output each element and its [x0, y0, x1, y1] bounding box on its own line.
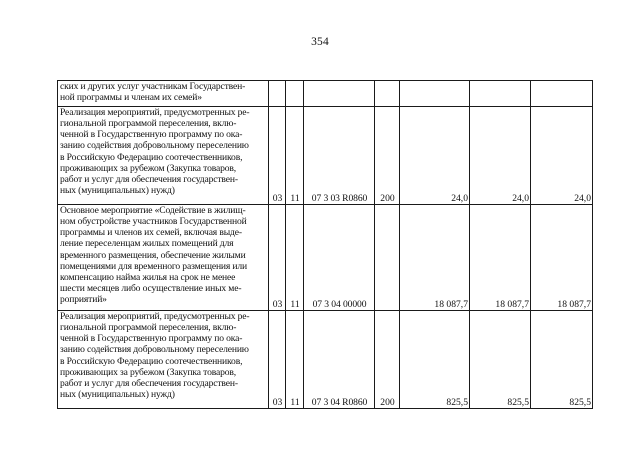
amount-year2-cell: 825,5 [470, 311, 531, 409]
expense-type-cell [375, 81, 400, 107]
table-row [58, 205, 593, 311]
target-article-cell [304, 81, 375, 107]
amount-year3-cell [531, 81, 593, 107]
table-row [58, 107, 593, 205]
row-name-line: помещениями для временного размещения или [60, 260, 248, 272]
row-name-line: ченной в Государственную программу по ока- [60, 129, 243, 141]
row-name-line: Реализация мероприятий, предусмотренных ре- [60, 107, 250, 118]
row-name-line: программы и членов их семей, включая выде- [60, 227, 242, 239]
row-name-line: Реализация мероприятий, предусмотренных ре- [60, 311, 250, 322]
amount-year1-cell: 18 087,7 [400, 205, 470, 311]
amount-year3-cell: 24,0 [531, 107, 593, 205]
row-name-line: ление переселенцам жилых помещений для [60, 238, 234, 250]
table-row [58, 81, 593, 107]
row-name-line: Основное мероприятие «Содействие в жилищ- [60, 205, 246, 216]
amount-year1-cell: 825,5 [400, 311, 470, 409]
page-number: 354 [311, 36, 329, 48]
row-name-line: ных (муниципальных) нужд) [60, 185, 175, 197]
row-name-cell [58, 107, 269, 205]
row-name-line: в Российскую Федерацию соотечественников, [60, 151, 243, 163]
target-article-cell: 07 3 04 00000 [304, 205, 375, 311]
row-name-line: шести месяцев либо осуществление иных ме- [60, 283, 242, 295]
amount-year1-cell: 24,0 [400, 107, 470, 205]
amount-year2-cell: 18 087,7 [470, 205, 531, 311]
amount-year1-cell [400, 81, 470, 107]
row-name-line: работ и услуг для обеспечения государствен- [60, 173, 238, 185]
amount-year3-cell: 18 087,7 [531, 205, 593, 311]
row-name-line: занию содействия добровольному переселению [60, 140, 249, 152]
row-name-line: ном обустройстве участников Государственной [60, 216, 247, 228]
row-name-line: компенсацию найма жилья на срок не менее [60, 271, 236, 283]
row-name-line: ченной в Государственную программу по ока- [60, 333, 243, 345]
row-name-line: гиональной программой переселения, вклю- [60, 322, 237, 334]
row-name-line: работ и услуг для обеспечения государствен- [60, 377, 238, 389]
row-name-line: ных (муниципальных) нужд) [60, 389, 175, 401]
expense-type-cell [375, 205, 400, 311]
amount-year3-cell: 825,5 [531, 311, 593, 409]
subsection-code-cell: 11 [286, 205, 304, 311]
row-name-line: гиональной программой переселения, вклю- [60, 118, 237, 130]
row-name-line: ной программы и членам их семей» [60, 92, 202, 104]
row-name-line: занию содействия добровольному переселению [60, 344, 249, 356]
expense-type-cell: 200 [375, 107, 400, 205]
subsection-code-cell: 11 [286, 311, 304, 409]
row-name-line: роприятий» [60, 294, 107, 306]
target-article-cell: 07 3 03 R0860 [304, 107, 375, 205]
section-code-cell: 03 [269, 107, 286, 205]
row-name-line: в Российскую Федерацию соотечественников, [60, 355, 243, 367]
table-row [58, 311, 593, 409]
row-name-line: проживающих за рубежом (Закупка товаров, [60, 162, 237, 174]
subsection-code-cell [286, 81, 304, 107]
subsection-code-cell: 11 [286, 107, 304, 205]
amount-year2-cell: 24,0 [470, 107, 531, 205]
budget-table [57, 80, 593, 409]
target-article-cell: 07 3 04 R0860 [304, 311, 375, 409]
row-name-cell [58, 311, 269, 409]
row-name-cell [58, 205, 269, 311]
amount-year2-cell [470, 81, 531, 107]
row-name-line: проживающих за рубежом (Закупка товаров, [60, 366, 237, 378]
row-name-cell [58, 81, 269, 107]
section-code-cell [269, 81, 286, 107]
row-name-line: временного размещения, обеспечение жилыми [60, 249, 246, 261]
row-name-line: ских и других услуг участникам Государствен- [60, 81, 246, 92]
section-code-cell: 03 [269, 205, 286, 311]
expense-type-cell: 200 [375, 311, 400, 409]
section-code-cell: 03 [269, 311, 286, 409]
